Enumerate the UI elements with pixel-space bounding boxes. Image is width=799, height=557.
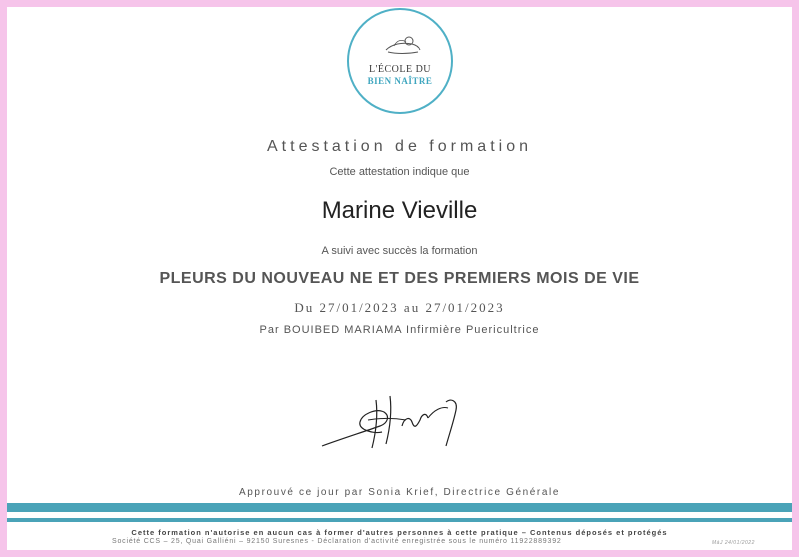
footer-notice: Cette formation n'autorise en aucun cas à former d'autres personnes à cette pratique – Contenus déposés et protégés bbox=[131, 528, 668, 537]
footer-band bbox=[7, 503, 792, 512]
course-title: PLEURS DU NOUVEAU NE ET DES PREMIERS MOIS DE VIE bbox=[159, 270, 640, 287]
followed-text: A suivi avec succès la formation bbox=[321, 245, 478, 257]
certificate-subtitle: Cette attestation indique que bbox=[329, 166, 470, 178]
recipient-name: Marine Vieville bbox=[321, 197, 478, 224]
logo-text-line2: BIEN NAÎTRE bbox=[367, 76, 433, 86]
footer-band-thin bbox=[7, 518, 792, 522]
footer-version: MàJ 24/01/2022 bbox=[712, 540, 755, 546]
logo-text-line1: L'ÉCOLE DU bbox=[368, 64, 432, 75]
course-dates: Du 27/01/2023 au 27/01/2023 bbox=[294, 300, 505, 315]
director-signature bbox=[318, 388, 468, 458]
school-logo bbox=[347, 8, 453, 114]
trainer-line: Par BOUIBED MARIAMA Infirmière Puericultrice bbox=[259, 324, 540, 336]
certificate-title: Attestation de formation bbox=[267, 138, 532, 155]
approval-line: Approuvé ce jour par Sonia Krief, Directrice Générale bbox=[238, 487, 561, 498]
footer-company-info: Société CCS – 25, Quai Galliéni – 92150 Suresnes - Déclaration d'activité enregistrée sous le numéro 11922889392 bbox=[112, 538, 562, 545]
baby-illustration-icon bbox=[382, 32, 422, 58]
